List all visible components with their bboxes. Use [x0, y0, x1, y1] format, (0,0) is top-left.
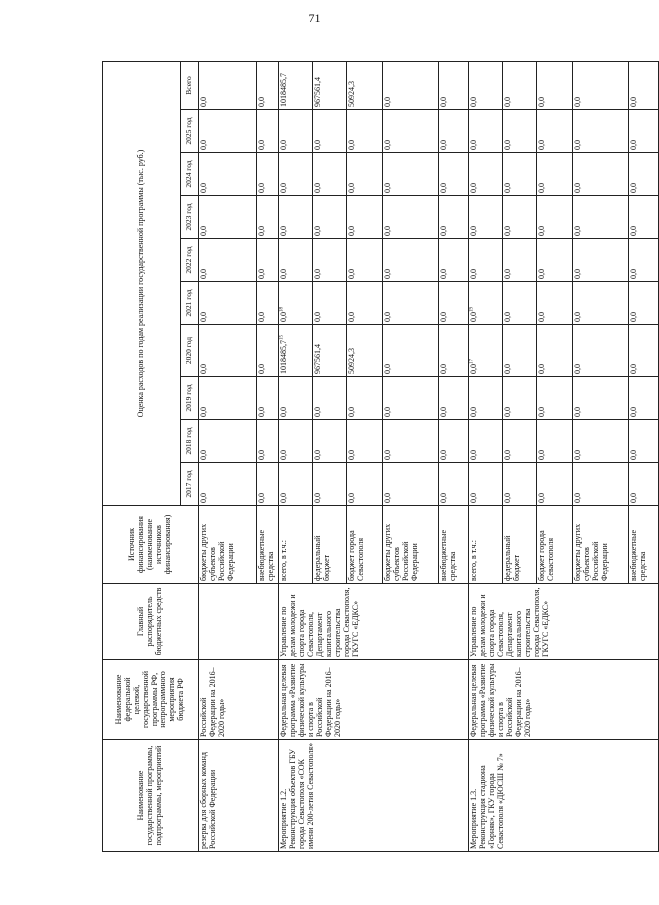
value-cell	[573, 61, 629, 109]
header-name: Наименование государственной программы, подпрограммы, мероприятий	[103, 740, 199, 852]
cell-value: 0,0	[347, 269, 356, 279]
cell-value: 0,0	[383, 364, 392, 374]
value-cell	[257, 463, 279, 506]
value-cell	[439, 377, 469, 420]
value-cell	[313, 463, 347, 506]
cell-value: 0,0	[383, 226, 392, 236]
cell-value: 0,0	[503, 364, 512, 374]
value-cell	[383, 239, 439, 282]
value-cell	[537, 239, 573, 282]
value-cell	[279, 153, 313, 196]
table-body	[199, 61, 659, 851]
value-cell	[199, 196, 257, 239]
value-cell	[279, 420, 313, 463]
cell-value: 0,0	[313, 140, 322, 150]
value-cell	[313, 61, 347, 109]
value-cell	[629, 420, 659, 463]
cell-value: 0,0	[537, 183, 546, 193]
cell-value: 0,0	[629, 450, 638, 460]
cell-value: 0,0	[573, 364, 582, 374]
value-cell	[347, 239, 383, 282]
value-cell	[503, 239, 537, 282]
value-cell	[347, 110, 383, 153]
row-source: бюджет города Севастополя	[537, 506, 573, 584]
cell-value: 0,0	[503, 450, 512, 460]
cell-value: 0,0	[347, 493, 356, 503]
cell-value: 0,0	[199, 364, 208, 374]
value-cell	[573, 196, 629, 239]
page-number: 71	[308, 11, 321, 25]
cell-value: 0,0	[279, 493, 288, 503]
cell-value: 0,0	[439, 493, 448, 503]
cell-value: 0,0	[313, 312, 322, 322]
value-cell	[199, 282, 257, 325]
header-year: 2023 год	[181, 196, 199, 239]
row-source: бюджеты других субъектов Российской Федерации	[383, 506, 439, 584]
value-cell	[503, 61, 537, 109]
cell-value: 0,0	[629, 407, 638, 417]
cell-value: 0,0	[469, 97, 478, 107]
value-cell	[279, 61, 313, 109]
cell-value: 0,0	[279, 450, 288, 460]
row-distributor: Управление по делам молодежи и спорта города Севастополя, Департамент капитального строительства города Севастополя, ГКУГС «ЕДКС»	[469, 584, 659, 660]
value-cell	[573, 153, 629, 196]
value-cell	[439, 463, 469, 506]
value-cell	[199, 325, 257, 377]
value-cell	[537, 153, 573, 196]
value-cell	[469, 377, 503, 420]
cell-value: 0,0	[347, 407, 356, 417]
value-cell	[469, 110, 503, 153]
value-cell	[469, 61, 503, 109]
cell-value: 0,0	[469, 226, 478, 236]
cell-value: 1018485,7	[279, 340, 288, 374]
value-cell	[383, 153, 439, 196]
cell-value: 0,0	[469, 364, 478, 374]
value-cell	[347, 196, 383, 239]
value-cell	[199, 110, 257, 153]
header-year: 2022 год	[181, 239, 199, 282]
value-cell	[629, 463, 659, 506]
cell-value: 0,0	[347, 140, 356, 150]
value-cell	[279, 196, 313, 239]
value-cell	[573, 110, 629, 153]
cell-value: 0,0	[383, 450, 392, 460]
value-cell	[257, 325, 279, 377]
cell-value: 0,0	[199, 269, 208, 279]
value-cell	[469, 153, 503, 196]
cell-value: 0,0	[199, 226, 208, 236]
row-program: Федеральная целевая программа «Развитие физической культуры и спорта в Российской Федерации на 2016–2020 годы»	[279, 660, 469, 740]
cell-value: 0,0	[573, 269, 582, 279]
cell-value: 0,0	[439, 312, 448, 322]
value-cell	[313, 153, 347, 196]
header-program: Наименование федеральной целевой, государственной программы РФ, непрограммного мероприятия бюджета РФ	[103, 660, 199, 740]
value-cell	[347, 61, 383, 109]
value-cell	[469, 463, 503, 506]
row-source: всего, в т.ч.:	[469, 506, 503, 584]
cell-value: 0,0	[537, 140, 546, 150]
cell-value: 0,0	[279, 312, 288, 322]
cell-value: 0,0	[347, 183, 356, 193]
cell-value: 0,0	[573, 450, 582, 460]
row-name: Мероприятие 1.3. Реконструкция стадиона «Горняк», ГКУ города Севастополя «ДЮСШ № 7»	[469, 740, 659, 852]
value-cell	[439, 110, 469, 153]
value-cell	[199, 239, 257, 282]
cell-value: 0,0	[257, 407, 266, 417]
value-cell	[439, 239, 469, 282]
value-cell	[439, 61, 469, 109]
cell-value: 0,0	[573, 140, 582, 150]
header-year: 2025 год	[181, 110, 199, 153]
value-cell	[279, 110, 313, 153]
value-cell	[257, 61, 279, 109]
table-row	[469, 61, 503, 851]
cell-value: 50924,3	[347, 81, 356, 107]
cell-value: 0,0	[383, 407, 392, 417]
cell-value: 0,0	[573, 493, 582, 503]
cell-value: 967561,4	[313, 344, 322, 374]
value-cell	[503, 110, 537, 153]
value-cell	[313, 196, 347, 239]
cell-value: 0,0	[469, 407, 478, 417]
cell-value: 0,0	[279, 269, 288, 279]
cell-value: 0,0	[199, 493, 208, 503]
value-cell	[469, 282, 503, 325]
cell-value: 0,0	[257, 450, 266, 460]
cell-value: 0,0	[537, 364, 546, 374]
cell-value: 0,0	[537, 312, 546, 322]
cell-value: 0,0	[537, 97, 546, 107]
header-year: 2021 год	[181, 282, 199, 325]
value-cell	[257, 196, 279, 239]
row-source: внебюджетные средства	[629, 506, 659, 584]
value-cell	[347, 463, 383, 506]
cell-value: 0,0	[313, 450, 322, 460]
cell-value: 0,0	[257, 312, 266, 322]
cell-value: 0,0	[503, 312, 512, 322]
value-cell	[469, 239, 503, 282]
value-cell	[347, 420, 383, 463]
value-cell	[383, 110, 439, 153]
value-cell	[313, 377, 347, 420]
value-cell	[503, 463, 537, 506]
cell-value: 0,0	[279, 407, 288, 417]
cell-value: 0,0	[199, 407, 208, 417]
cell-value: 0,0	[257, 226, 266, 236]
value-cell	[503, 153, 537, 196]
value-cell	[199, 420, 257, 463]
cell-value: 0,0	[383, 269, 392, 279]
cell-value: 0,0	[257, 140, 266, 150]
cell-value: 0,0	[469, 312, 478, 322]
header-source: Источник финансирования (наименование источников финансирования)	[103, 506, 199, 584]
cell-value: 0,0	[503, 269, 512, 279]
cell-value: 0,0	[537, 269, 546, 279]
cell-value: 0,0	[629, 140, 638, 150]
cell-value: 0,0	[313, 226, 322, 236]
row-source: федеральный бюджет	[313, 506, 347, 584]
row-name: резерва для сборных команд Российской Федерации	[199, 740, 279, 852]
cell-value: 0,0	[383, 183, 392, 193]
value-cell	[469, 420, 503, 463]
value-cell	[629, 377, 659, 420]
cell-value: 0,0	[469, 493, 478, 503]
cell-value: 0,0	[257, 269, 266, 279]
value-cell	[503, 196, 537, 239]
row-source: бюджеты других субъектов Российской Федерации	[199, 506, 257, 584]
value-cell	[573, 463, 629, 506]
cell-value: 0,0	[439, 407, 448, 417]
value-cell	[313, 282, 347, 325]
value-cell	[537, 110, 573, 153]
header-distributor: Главный распорядитель бюджетных средств	[103, 584, 199, 660]
value-cell	[383, 325, 439, 377]
cell-value: 0,0	[383, 312, 392, 322]
cell-value: 0,0	[503, 183, 512, 193]
cell-value: 0,0	[573, 312, 582, 322]
value-cell	[537, 196, 573, 239]
value-cell	[257, 153, 279, 196]
value-cell	[573, 282, 629, 325]
value-cell	[279, 282, 313, 325]
header-expense-group: Оценка расходов по годам реализации государственной программы (тыс. руб.)	[103, 61, 181, 505]
cell-value: 0,0	[573, 226, 582, 236]
cell-value: 967561,4	[313, 77, 322, 107]
row-source: всего, в т.ч.:	[279, 506, 313, 584]
value-cell	[313, 325, 347, 377]
cell-value: 0,0	[629, 364, 638, 374]
value-cell	[383, 377, 439, 420]
cell-value: 0,0	[629, 269, 638, 279]
cell-value: 0,0	[439, 226, 448, 236]
cell-value: 0,0	[257, 364, 266, 374]
value-cell	[257, 239, 279, 282]
table-header	[103, 61, 199, 851]
header-year: 2024 год	[181, 153, 199, 196]
cell-value: 0,0	[439, 183, 448, 193]
cell-value: 0,0	[503, 407, 512, 417]
value-cell	[537, 282, 573, 325]
value-cell	[629, 196, 659, 239]
cell-value: 0,0	[347, 226, 356, 236]
value-cell	[439, 282, 469, 325]
value-cell	[629, 110, 659, 153]
value-cell	[199, 153, 257, 196]
value-cell	[629, 61, 659, 109]
value-cell	[347, 325, 383, 377]
row-source: внебюджетные средства	[257, 506, 279, 584]
value-cell	[439, 325, 469, 377]
header-year: 2017 год	[181, 463, 199, 506]
footnote-ref: 18	[279, 307, 285, 312]
row-source: федеральный бюджет	[503, 506, 537, 584]
cell-value: 0,0	[383, 140, 392, 150]
value-cell	[469, 325, 503, 377]
cell-value: 0,0	[629, 97, 638, 107]
header-year: Всего	[181, 61, 199, 109]
value-cell	[279, 239, 313, 282]
value-cell	[469, 196, 503, 239]
cell-value: 0,0	[279, 140, 288, 150]
table-row	[279, 61, 313, 851]
cell-value: 0,0	[347, 450, 356, 460]
cell-value: 0,0	[257, 183, 266, 193]
cell-value: 50924,3	[347, 348, 356, 374]
cell-value: 0,0	[629, 226, 638, 236]
value-cell	[257, 282, 279, 325]
value-cell	[503, 325, 537, 377]
row-name: Мероприятие 1.2. Реконструкция объектов ГБУ города Севастополя «СОК имени 200-летия Севастополя»	[279, 740, 469, 852]
cell-value: 0,0	[573, 407, 582, 417]
cell-value: 0,0	[469, 183, 478, 193]
value-cell	[257, 377, 279, 420]
cell-value: 0,0	[313, 269, 322, 279]
value-cell	[199, 61, 257, 109]
value-cell	[257, 110, 279, 153]
cell-value: 0,0	[503, 493, 512, 503]
cell-value: 0,0	[439, 450, 448, 460]
row-program: Федеральная целевая программа «Развитие физической культуры и спорта в Российской Федерации на 2016–2020 годы»	[469, 660, 659, 740]
cell-value: 0,0	[279, 183, 288, 193]
value-cell	[629, 325, 659, 377]
value-cell	[383, 463, 439, 506]
value-cell	[573, 420, 629, 463]
row-program: Российской Федерации на 2016–2020 годы»	[199, 660, 279, 740]
cell-value: 0,0	[439, 269, 448, 279]
header-year: 2019 год	[181, 377, 199, 420]
value-cell	[383, 420, 439, 463]
cell-value: 0,0	[469, 140, 478, 150]
cell-value: 0,0	[469, 269, 478, 279]
value-cell	[347, 377, 383, 420]
row-source: внебюджетные средства	[439, 506, 469, 584]
footnote-ref: 15	[279, 335, 285, 340]
cell-value: 0,0	[537, 450, 546, 460]
cell-value: 0,0	[503, 140, 512, 150]
value-cell	[503, 420, 537, 463]
cell-value: 0,0	[439, 364, 448, 374]
value-cell	[439, 153, 469, 196]
value-cell	[383, 282, 439, 325]
cell-value: 0,0	[257, 97, 266, 107]
value-cell	[573, 239, 629, 282]
cell-value: 0,0	[313, 183, 322, 193]
header-year: 2018 год	[181, 420, 199, 463]
value-cell	[439, 196, 469, 239]
value-cell	[537, 61, 573, 109]
value-cell	[383, 61, 439, 109]
cell-value: 0,0	[383, 493, 392, 503]
cell-value: 0,0	[383, 97, 392, 107]
footnote-ref: 17	[469, 359, 475, 364]
value-cell	[279, 325, 313, 377]
header-year: 2020 год	[181, 325, 199, 377]
cell-value: 0,0	[503, 97, 512, 107]
row-distributor: Управление по делам молодежи и спорта города Севастополя, Департамент капитального строительства города Севастополя, ГКУГС «ЕДКС»	[279, 584, 469, 660]
cell-value: 0,0	[469, 450, 478, 460]
value-cell	[313, 239, 347, 282]
value-cell	[313, 420, 347, 463]
value-cell	[313, 110, 347, 153]
value-cell	[537, 325, 573, 377]
cell-value: 0,0	[629, 312, 638, 322]
value-cell	[537, 463, 573, 506]
financing-table	[102, 61, 659, 852]
value-cell	[439, 420, 469, 463]
cell-value: 0,0	[257, 493, 266, 503]
value-cell	[503, 282, 537, 325]
cell-value: 0,0	[629, 183, 638, 193]
cell-value: 0,0	[439, 97, 448, 107]
cell-value: 0,0	[199, 183, 208, 193]
cell-value: 0,0	[573, 183, 582, 193]
footnote-ref: 19	[469, 307, 475, 312]
cell-value: 0,0	[279, 226, 288, 236]
value-cell	[199, 463, 257, 506]
value-cell	[279, 377, 313, 420]
cell-value: 0,0	[629, 493, 638, 503]
cell-value: 0,0	[503, 226, 512, 236]
cell-value: 0,0	[573, 97, 582, 107]
table-row	[199, 61, 257, 851]
value-cell	[629, 239, 659, 282]
cell-value: 0,0	[347, 312, 356, 322]
row-source: бюджет города Севастополя	[347, 506, 383, 584]
value-cell	[573, 325, 629, 377]
cell-value: 0,0	[199, 312, 208, 322]
cell-value: 0,0	[537, 226, 546, 236]
cell-value: 0,0	[313, 407, 322, 417]
value-cell	[503, 377, 537, 420]
cell-value: 0,0	[537, 407, 546, 417]
value-cell	[573, 377, 629, 420]
value-cell	[279, 463, 313, 506]
cell-value: 1018485,7	[279, 73, 288, 107]
value-cell	[629, 282, 659, 325]
cell-value: 0,0	[313, 493, 322, 503]
value-cell	[257, 420, 279, 463]
value-cell	[347, 282, 383, 325]
cell-value: 0,0	[199, 97, 208, 107]
cell-value: 0,0	[199, 140, 208, 150]
rotated-table-container	[102, 62, 647, 852]
value-cell	[383, 196, 439, 239]
cell-value: 0,0	[537, 493, 546, 503]
value-cell	[537, 420, 573, 463]
cell-value: 0,0	[199, 450, 208, 460]
value-cell	[629, 153, 659, 196]
row-source: бюджеты других субъектов Российской Федерации	[573, 506, 629, 584]
cell-value: 0,0	[439, 140, 448, 150]
value-cell	[199, 377, 257, 420]
value-cell	[537, 377, 573, 420]
row-distributor	[199, 584, 279, 660]
value-cell	[347, 153, 383, 196]
